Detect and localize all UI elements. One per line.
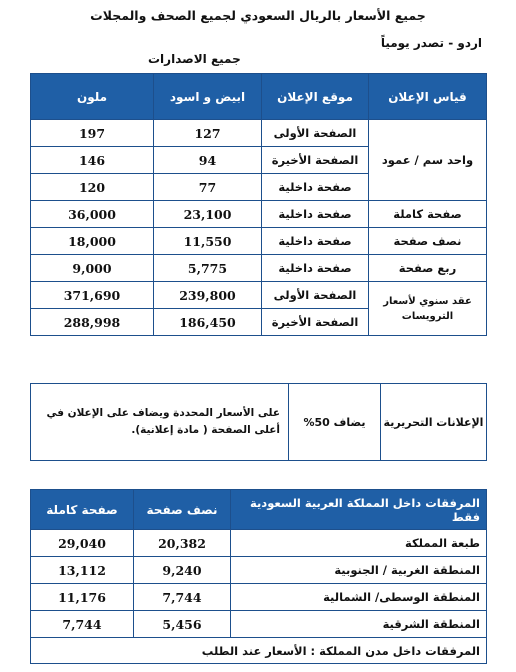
- cell-full-page: 13,112: [31, 557, 134, 584]
- cell-color: 288,998: [31, 309, 154, 336]
- editorial-label: الإعلانات التحريرية: [381, 384, 487, 461]
- ad-rates-table: [30, 73, 487, 336]
- cell-color: 18,000: [31, 228, 154, 255]
- table-header-row: [31, 490, 487, 530]
- cell-region: المنطقة الشرقية: [231, 611, 487, 638]
- cell-region: المنطقة الوسطى/ الشمالية: [231, 584, 487, 611]
- table-row: [31, 201, 487, 228]
- table-row: [31, 228, 487, 255]
- cell-full-page: 29,040: [31, 530, 134, 557]
- all-editions-label: جميع الاصدارات: [148, 52, 241, 66]
- cell-half-page: 20,382: [134, 530, 231, 557]
- cell-half-page: 9,240: [134, 557, 231, 584]
- cell-bw: 186,450: [154, 309, 262, 336]
- cell-full-page: 7,744: [31, 611, 134, 638]
- table-row: [31, 120, 487, 147]
- cell-half-page: 7,744: [134, 584, 231, 611]
- editorial-ads-table: [30, 383, 487, 461]
- table-footer-row: [31, 638, 487, 664]
- table-row: [31, 584, 487, 611]
- cell-bw: 94: [154, 147, 262, 174]
- cell-position: صفحة داخلية: [262, 255, 369, 282]
- header-full-page: صفحة كاملة: [31, 490, 134, 530]
- cell-position: صفحة داخلية: [262, 201, 369, 228]
- cell-position: صفحة داخلية: [262, 228, 369, 255]
- cell-color: 197: [31, 120, 154, 147]
- row-group-single-column: واحد سم / عمود: [369, 120, 487, 201]
- cell-bw: 239,800: [154, 282, 262, 309]
- cell-position: صفحة داخلية: [262, 174, 369, 201]
- table-row: [31, 384, 487, 461]
- cell-bw: 23,100: [154, 201, 262, 228]
- cell-bw: 11,550: [154, 228, 262, 255]
- inserts-footer-note: المرفقات داخل مدن المملكة : الأسعار عند الطلب: [31, 638, 487, 664]
- page-title: جميع الأسعار بالريال السعودي لجميع الصحف والمجلات: [90, 8, 426, 23]
- inserts-table: [30, 489, 487, 664]
- row-group-annual-contract: عقد سنوي لأسعار الترويسات: [369, 282, 487, 336]
- cell-region: المنطقة الغربية / الجنوبية: [231, 557, 487, 584]
- cell-bw: 127: [154, 120, 262, 147]
- cell-size: صفحة كاملة: [369, 201, 487, 228]
- cell-position: الصفحة الأولى: [262, 120, 369, 147]
- cell-position: الصفحة الأولى: [262, 282, 369, 309]
- table-row: [31, 255, 487, 282]
- table-row: [31, 530, 487, 557]
- header-half-page: نصف صفحة: [134, 490, 231, 530]
- header-ad-size: قياس الإعلان: [369, 74, 487, 120]
- cell-bw: 77: [154, 174, 262, 201]
- table-row: [31, 611, 487, 638]
- editorial-note: على الأسعار المحددة ويضاف على الإعلان في أعلى الصفحة ( مادة إعلانية).: [31, 384, 289, 461]
- cell-half-page: 5,456: [134, 611, 231, 638]
- cell-size: نصف صفحة: [369, 228, 487, 255]
- publication-frequency: اردو - تصدر يومياً: [380, 36, 482, 50]
- header-inserts-region: المرفقات داخل المملكة العربية السعودية فقط: [231, 490, 487, 530]
- header-ad-position: موقع الإعلان: [262, 74, 369, 120]
- cell-color: 146: [31, 147, 154, 174]
- editorial-surcharge: يضاف 50%: [289, 384, 381, 461]
- cell-full-page: 11,176: [31, 584, 134, 611]
- cell-bw: 5,775: [154, 255, 262, 282]
- cell-color: 371,690: [31, 282, 154, 309]
- header-black-white: ابيض و اسود: [154, 74, 262, 120]
- cell-position: الصفحة الأخيرة: [262, 309, 369, 336]
- cell-region: طبعة المملكة: [231, 530, 487, 557]
- table-header-row: [31, 74, 487, 120]
- cell-color: 120: [31, 174, 154, 201]
- cell-position: الصفحة الأخيرة: [262, 147, 369, 174]
- table-row: [31, 557, 487, 584]
- cell-color: 36,000: [31, 201, 154, 228]
- cell-size: ربع صفحة: [369, 255, 487, 282]
- header-color: ملون: [31, 74, 154, 120]
- cell-color: 9,000: [31, 255, 154, 282]
- table-row: [31, 282, 487, 309]
